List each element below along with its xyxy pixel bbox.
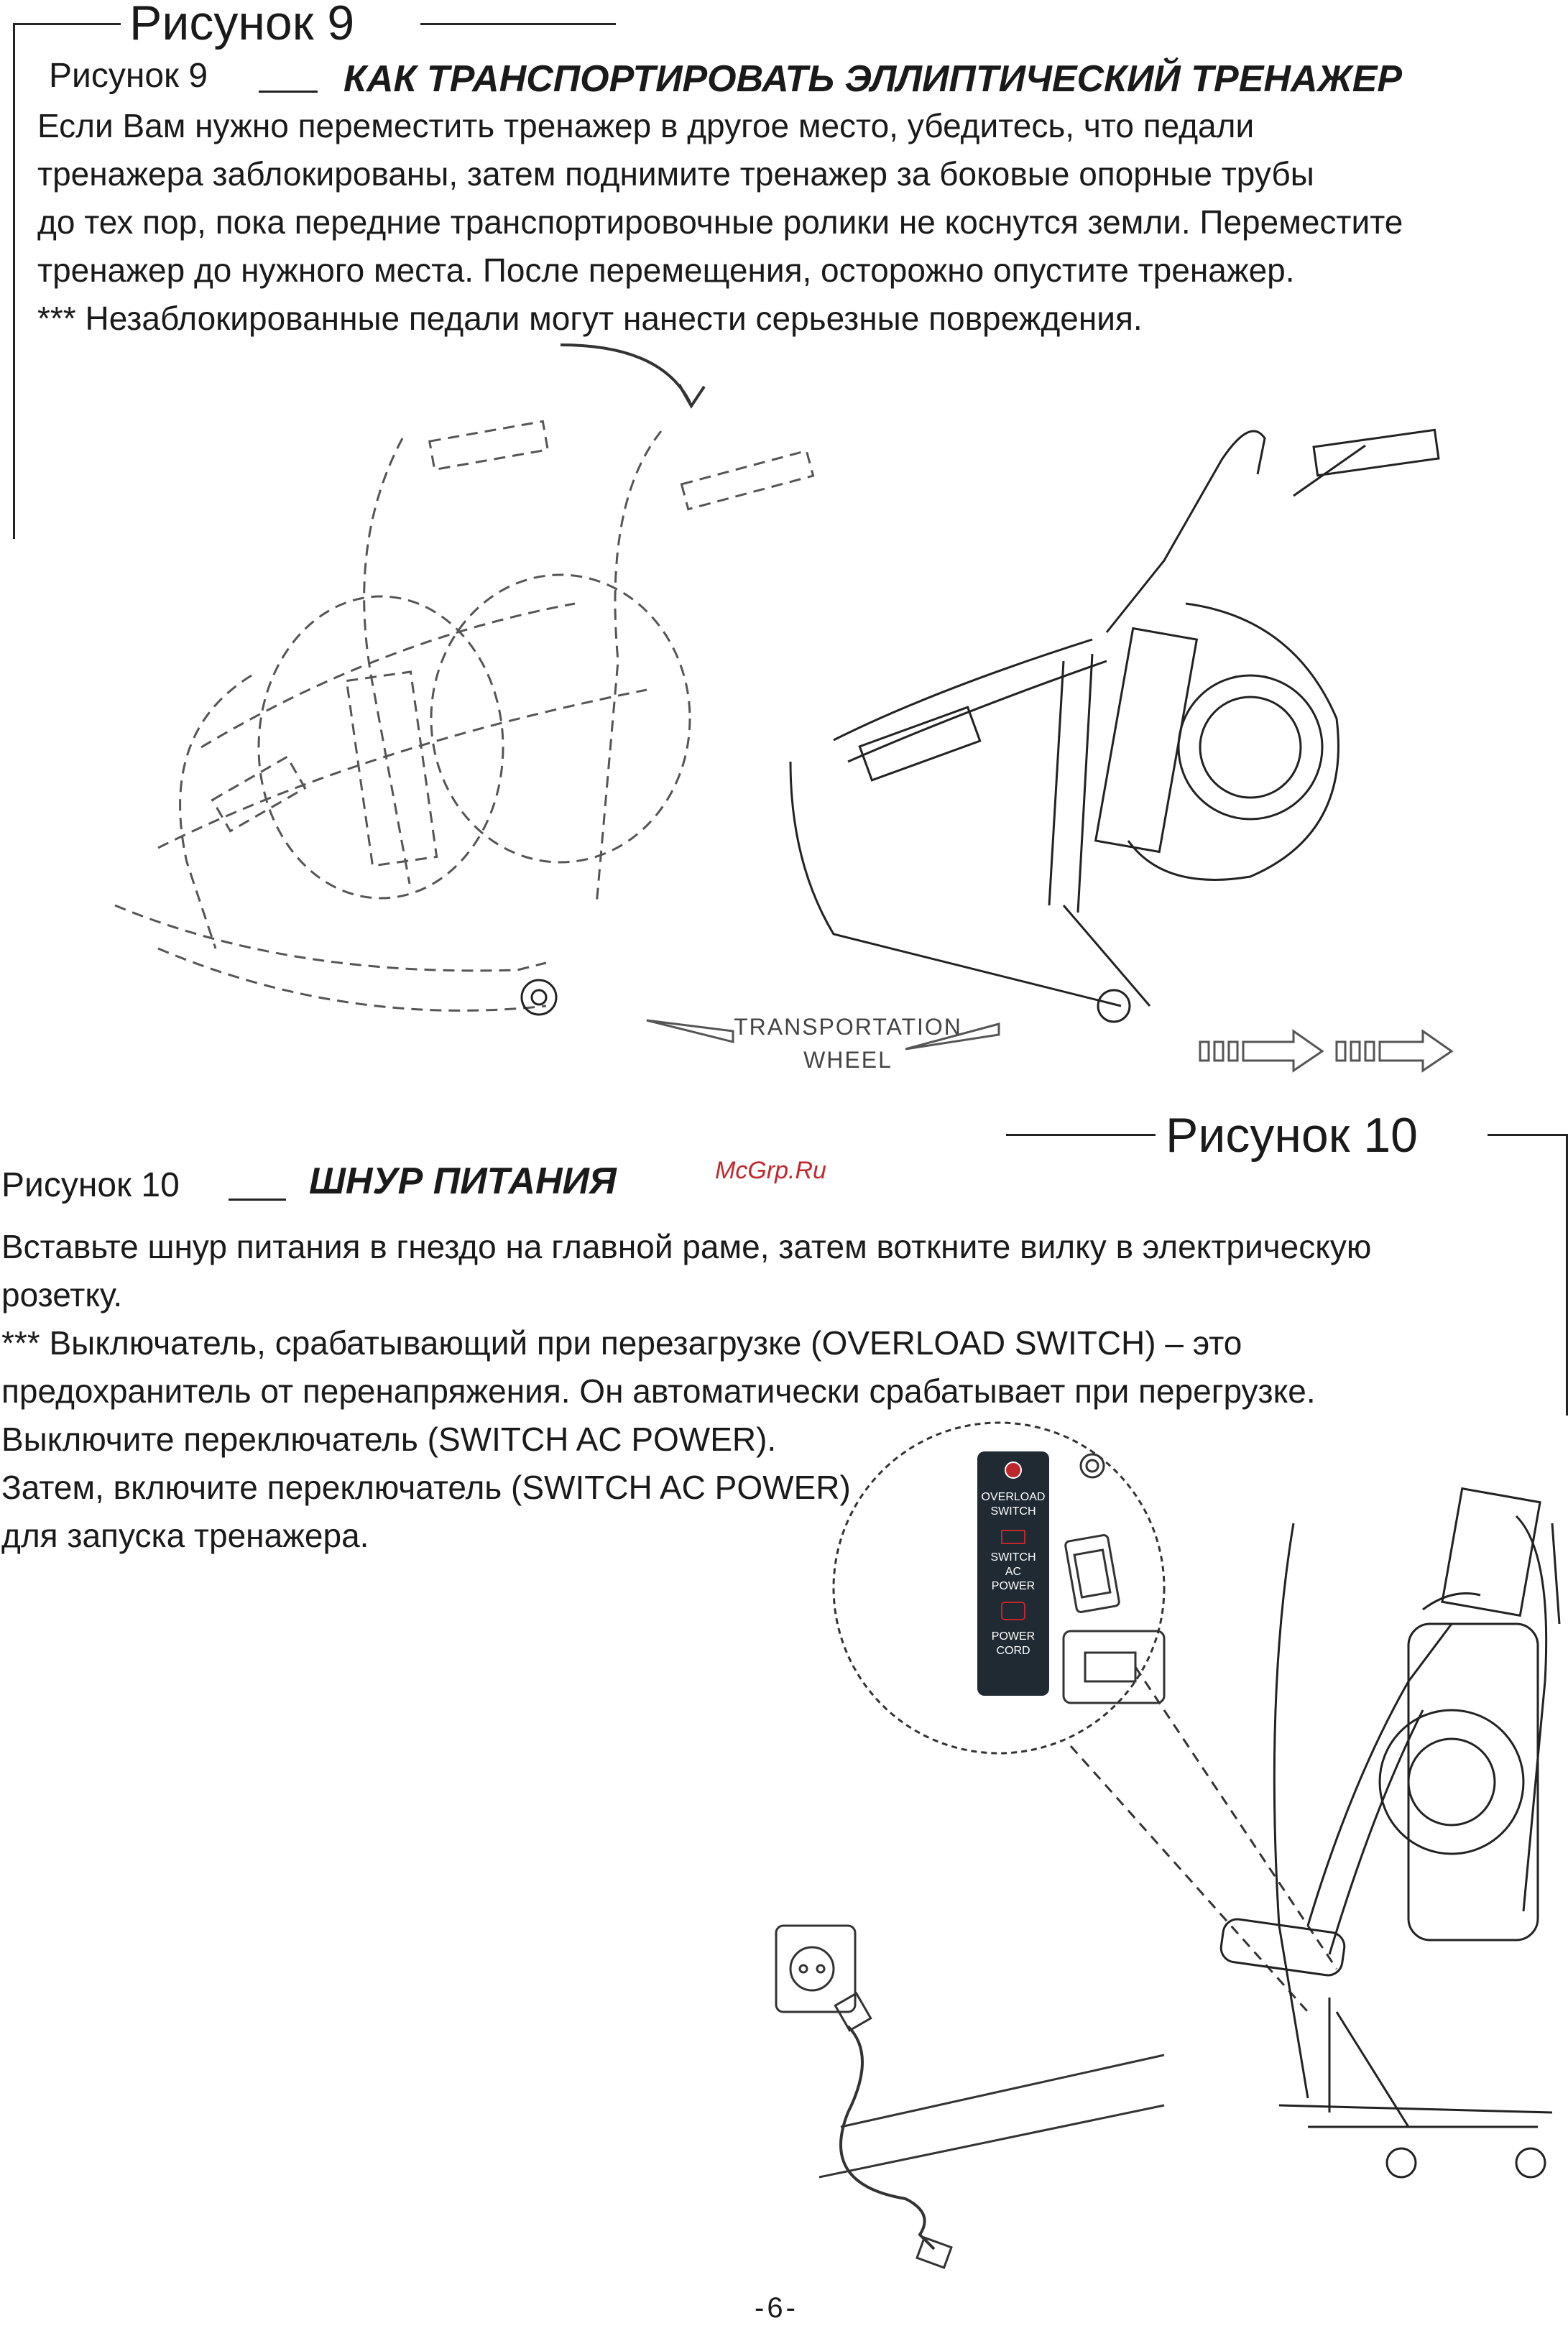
wheel-pointer-left <box>647 1020 733 1042</box>
fig9-line-1: Если Вам нужно переместить тренажер в другое место, убедитесь, что педали <box>37 107 1255 144</box>
panel-overload-2: SWITCH <box>990 1505 1036 1518</box>
overload-indicator-icon <box>1005 1462 1021 1478</box>
fig9-heading: Рисунок 9 <box>129 0 355 50</box>
panel-switch-3: POWER <box>991 1580 1036 1592</box>
fig10-heading: Рисунок 10 <box>1166 1108 1418 1163</box>
wall-outlet-icon <box>776 1926 855 2012</box>
panel-switch-1: SWITCH <box>990 1551 1036 1564</box>
fig9-line-4: тренажер до нужного места. После перемещения, осторожно опустите тренажер. <box>37 251 1295 289</box>
fig10-line-2: розетку. <box>1 1276 123 1313</box>
fig10-title: ШНУР ПИТАНИЯ <box>309 1160 617 1202</box>
fig10-frame-top-left <box>1006 1134 1156 1136</box>
fig9-title: КАК ТРАНСПОРТИРОВАТЬ ЭЛЛИПТИЧЕСКИЙ ТРЕНАЖЕР <box>343 58 1403 100</box>
fig9-frame-top-right <box>420 23 616 25</box>
fig9-line-5: *** Незаблокированные педали могут нанести серьезные повреждения. <box>37 300 1143 337</box>
fig9-frame-left <box>13 23 15 539</box>
fig9-illustration <box>72 316 1509 1092</box>
fig10-line-1: Вставьте шнур питания в гнездо на главной раме, затем воткните вилку в электрическую <box>1 1228 1372 1265</box>
fig10-line-5: Выключите переключатель (SWITCH AC POWER). <box>1 1421 777 1458</box>
power-cord-icon <box>841 2026 934 2249</box>
fig10-frame-top-right <box>1488 1134 1568 1136</box>
fig9-label: Рисунок 9 <box>49 57 208 95</box>
elliptical-machine-front <box>1219 1489 1559 2177</box>
fig9-line-3: до тех пор, пока передние транспортировочные ролики не коснутся земли. Переместите <box>37 203 1403 241</box>
wheel-label-line2: WHEEL <box>803 1047 893 1073</box>
panel-cord-1: POWER <box>991 1630 1036 1643</box>
fig10-line-6: Затем, включите переключатель (SWITCH AC POWER) <box>1 1469 851 1506</box>
ghost-machines <box>115 421 813 1010</box>
fig9-text <box>37 102 1403 343</box>
panel-switch-2: AC <box>1005 1566 1022 1578</box>
elliptical-machine <box>790 430 1439 1022</box>
fig10-line-4: предохранитель от перенапряжения. Он автоматически срабатывает при перегрузке. <box>1 1372 1316 1410</box>
fig10-line-7: для запуска тренажера. <box>1 1517 369 1554</box>
fig10-label: Рисунок 10 <box>1 1166 180 1204</box>
page-number: -6- <box>755 2292 798 2324</box>
fig10-line-3: *** Выключатель, срабатывающий при перезагрузке (OVERLOAD SWITCH) – это <box>1 1324 1242 1362</box>
fig9-line-2: тренажера заблокированы, затем поднимите тренажер за боковые опорные трубы <box>37 155 1314 193</box>
tilt-arrow-icon <box>561 345 690 402</box>
watermark: McGrp.Ru <box>715 1157 826 1184</box>
fig10-label-underline <box>229 1199 286 1201</box>
fig9-label-underline <box>259 91 318 93</box>
fig9-frame-top-left <box>13 23 121 25</box>
panel-cord-2: CORD <box>996 1645 1030 1657</box>
wheel-label-line1: TRANSPORTATION <box>734 1014 962 1040</box>
fig10-illustration <box>762 1408 1567 2328</box>
panel-overload-1: OVERLOAD <box>981 1491 1046 1503</box>
move-arrows-icon <box>1200 1031 1452 1071</box>
